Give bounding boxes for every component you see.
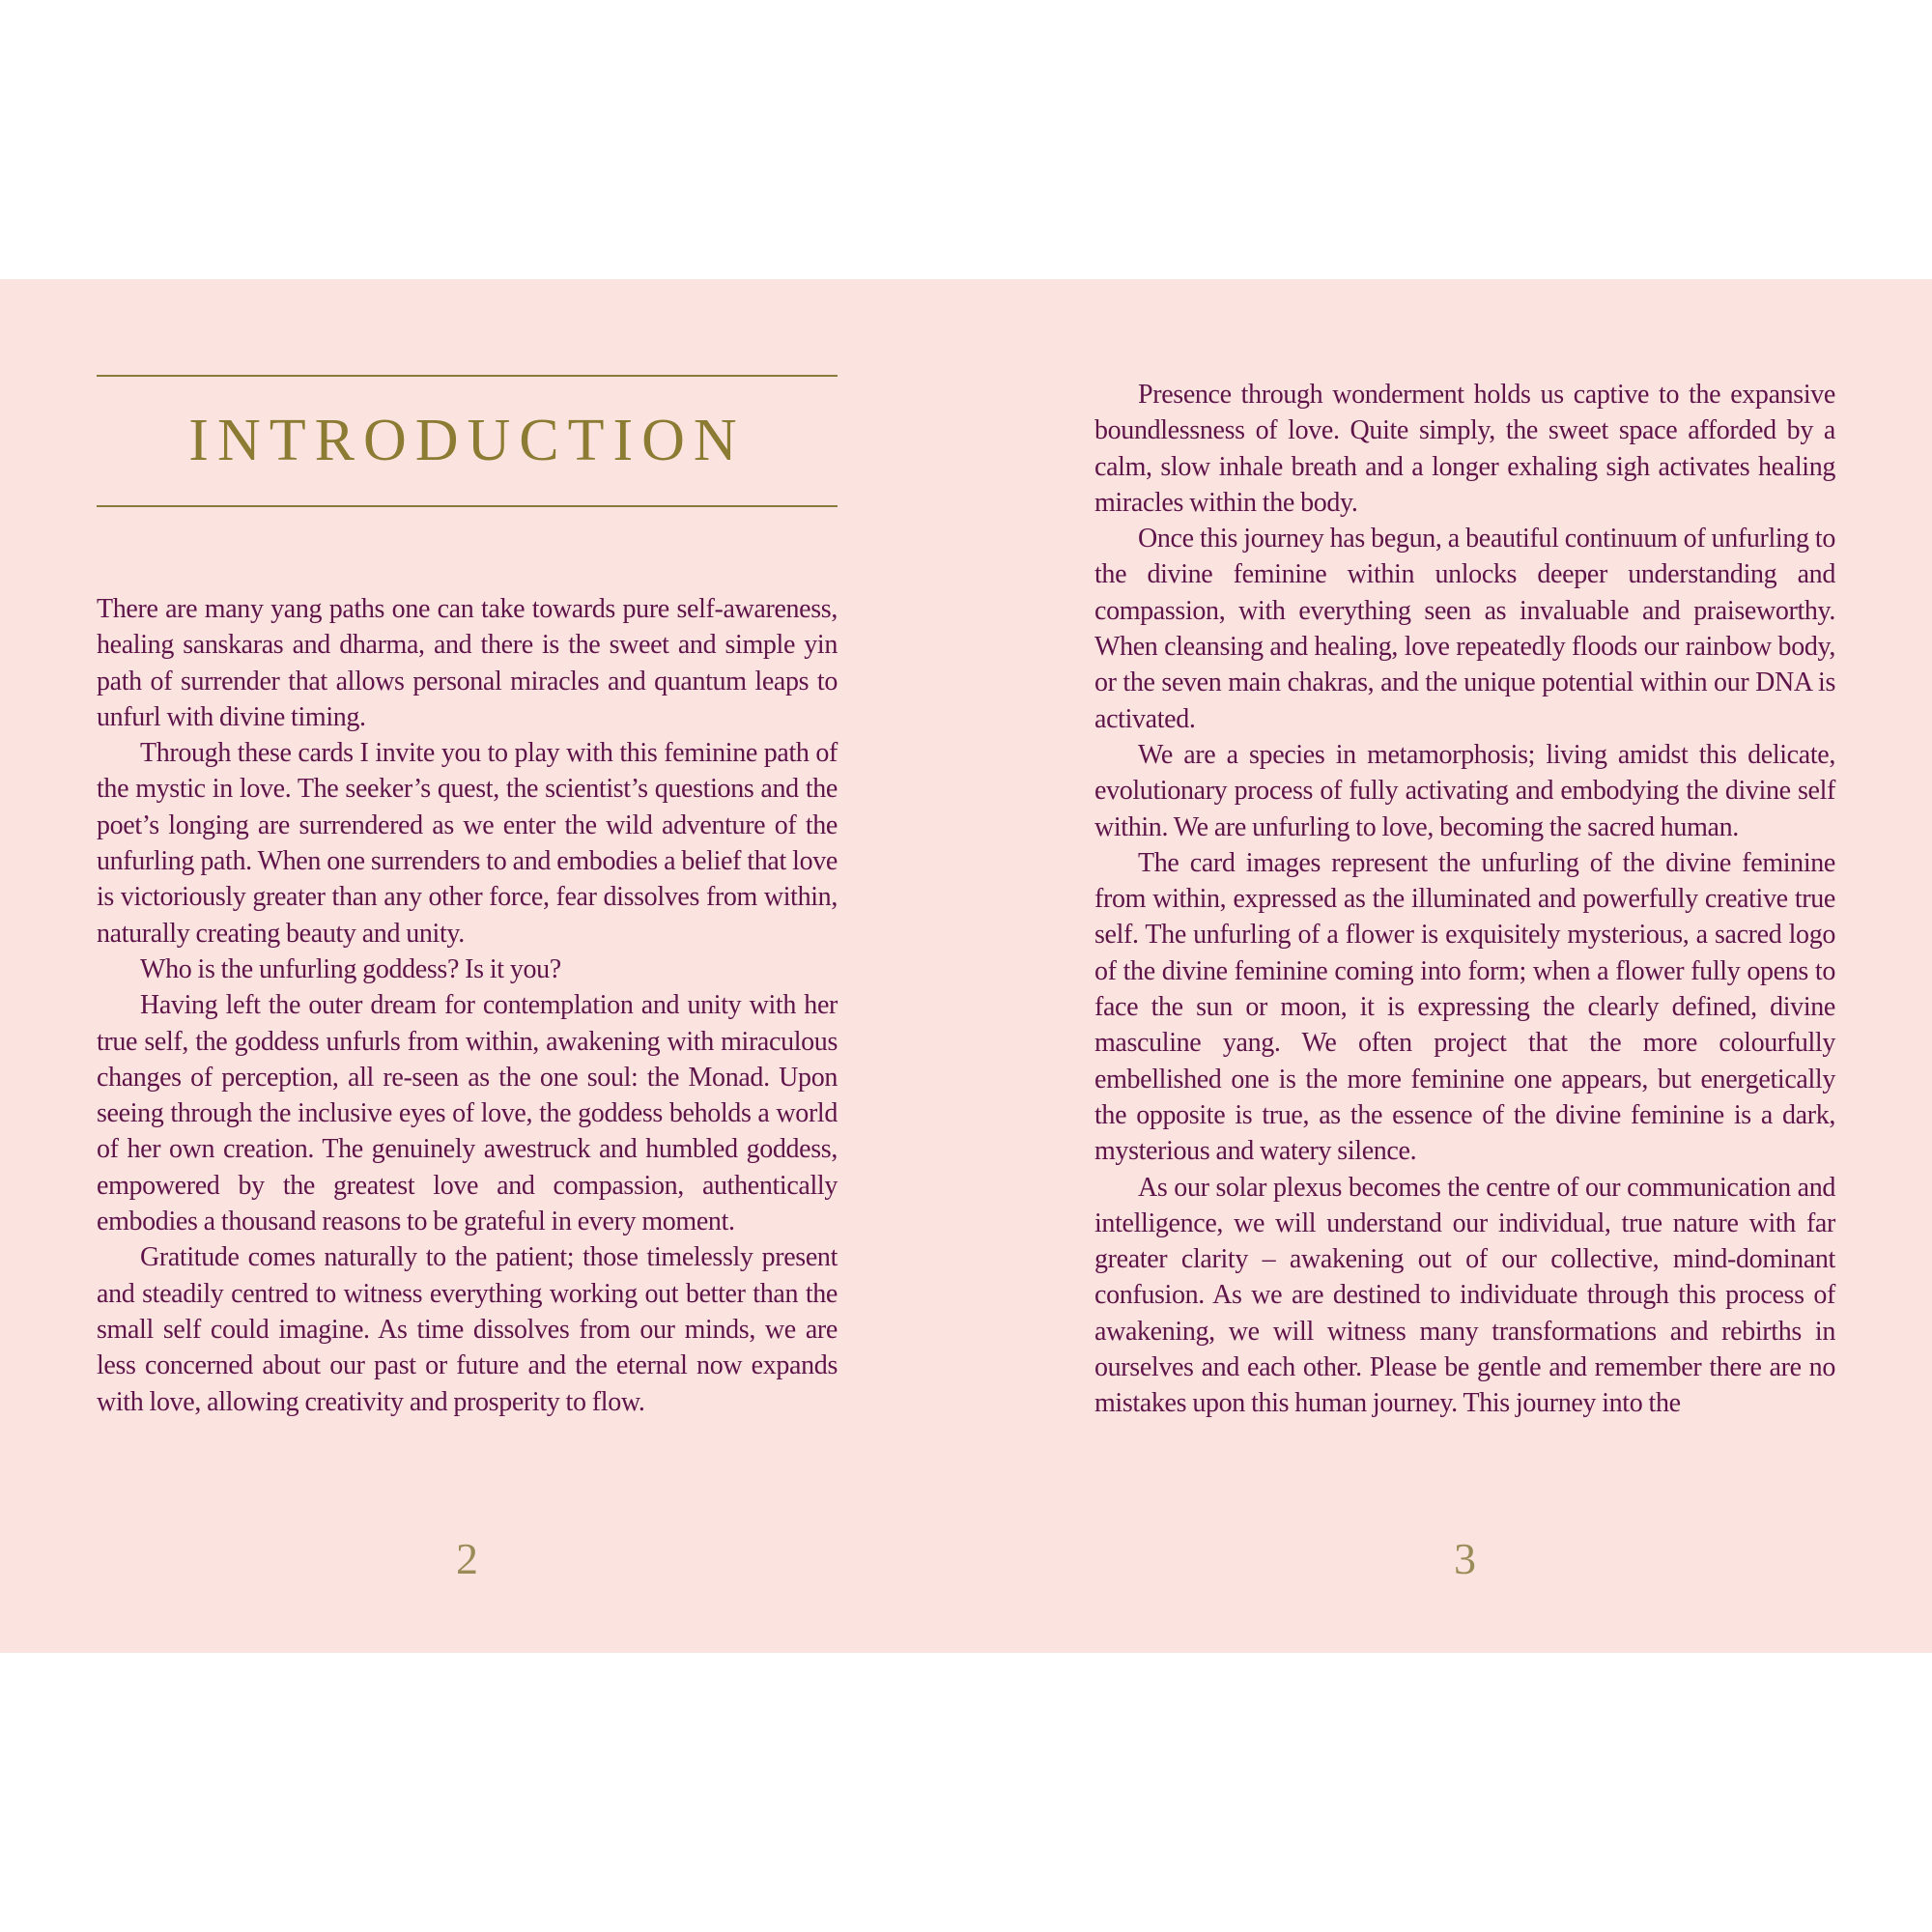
heading-rule-top <box>97 375 838 377</box>
book-spread <box>0 279 1932 1653</box>
paragraph: Who is the unfurling goddess? Is it you? <box>140 953 561 984</box>
right-page <box>1094 279 1835 1653</box>
left-page <box>97 279 838 1653</box>
left-page-body <box>97 591 838 1420</box>
paragraph: The card images represent the unfurling of the divine feminine from within, expressed as the illuminated and powerfully creative true self. The unfurling of a flower is exquisitely mysterious, a sacred logo of the divine feminine coming into form; when a flower fully opens to face the sun or moon, it is expressing the clearly defined, divine masculine yang. We often project that the more colourfully embellished one is the more feminine one appears, but energetically the opposite is true, as the essence of the divine feminine is a dark, mysterious and watery silence. <box>1094 847 1835 1167</box>
heading-rule-bottom <box>97 505 838 507</box>
paragraph: Once this journey has begun, a beautiful continuum of unfurling to the divine feminine within unlocks deeper understanding and compassion, with everything seen as invaluable and praiseworthy. When cleansing and healing, love repeatedly floods our rainbow body, or the seven main chakras, and the unique potential within our DNA is activated. <box>1094 524 1835 734</box>
page-number: 3 <box>1454 1534 1476 1583</box>
right-page-body <box>1094 377 1835 1422</box>
paragraph: There are many yang paths one can take towards pure self-awareness, healing sanskaras and dharma, and there is the sweet and simple yin path of surrender that allows personal miracles and quantum leaps to unfurl with divine timing. <box>97 594 838 732</box>
page-number: 2 <box>456 1534 478 1583</box>
paragraph: Gratitude comes naturally to the patient; those timelessly present and steadily centred to witness everything working out better than the small self could imagine. As time dissolves from our minds, we are less concerned about our past or future and the eternal now expands with love, allowing creativity and prosperity to flow. <box>97 1242 838 1417</box>
paragraph: As our solar plexus becomes the centre of our communication and intelligence, we will understand our individual, true nature with far greater clarity – awakening out of our collective, mind-dominant confusion. As we are destined to individuate through this process of awakening, we will witness many transformations and rebirths in ourselves and each other. Please be gentle and remember there are no mistakes upon this human journey. This journey into the <box>1094 1172 1835 1419</box>
paragraph: We are a species in metamorphosis; living amidst this delicate, evolutionary process of fully activating and embodying the divine self within. We are unfurling to love, becoming the sacred human. <box>1094 739 1835 842</box>
paragraph: Presence through wonderment holds us captive to the expansive boundlessness of love. Quite simply, the sweet space afforded by a calm, slow inhale breath and a longer exhaling sigh activates healing miracles within the body. <box>1094 380 1835 518</box>
paragraph: Having left the outer dream for contemplation and unity with her true self, the goddess unfurls from within, awakening with miraculous changes of perception, all re-seen as the one soul: the Monad. Upon seeing through the inclusive eyes of love, the goddess beholds a world of her own creation. The genuinely awestruck and humbled goddess, empowered by the greatest love and compassion, authentically embodies a thousand reasons to be grateful in every moment. <box>97 990 838 1237</box>
paragraph: Through these cards I invite you to play with this feminine path of the mystic in love. The seeker’s quest, the scientist’s questions and the poet’s longing are surrendered as we enter the wild adventure of the unfurling path. When one surrenders to and embodies a belief that love is victoriously greater than any other force, fear dissolves from within, naturally creating beauty and unity. <box>97 738 838 949</box>
chapter-heading: INTRODUCTION <box>188 408 746 473</box>
